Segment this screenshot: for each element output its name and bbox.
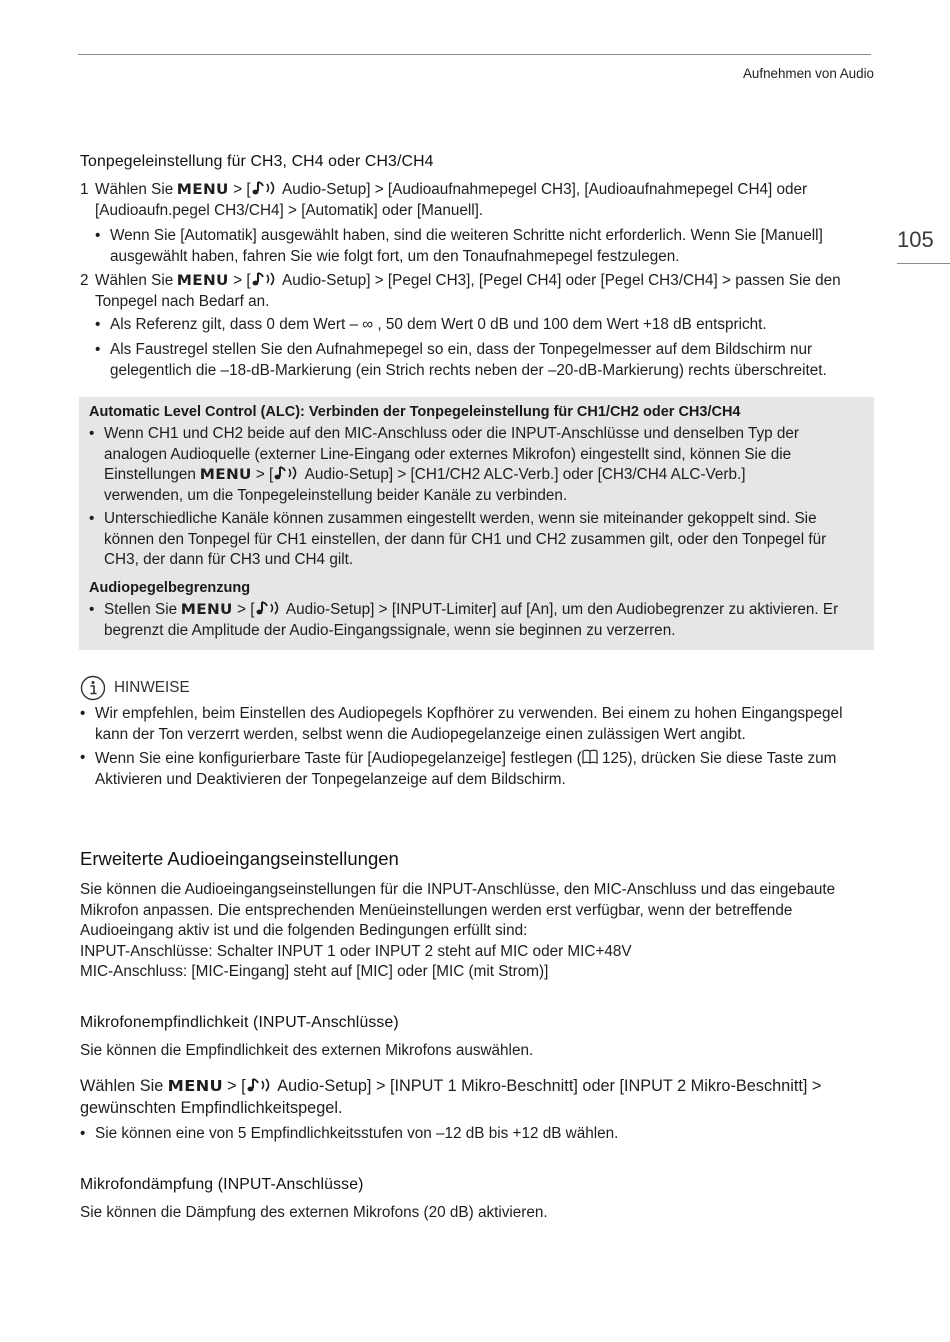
- list-item: • Wir empfehlen, beim Einstellen des Audiopegels Kopfhörer zu verwenden. Bei einem zu hohen Eingangspegel kann der Ton verzerrt werden, selbst wenn die Audiopegelanzeige einen zulässigen Wert angibt.: [80, 705, 843, 743]
- menu-button-glyph: MENU: [177, 182, 230, 198]
- book-reference-icon: [582, 748, 598, 766]
- list-item: • Wenn Sie [Automatik] ausgewählt haben, sind die weiteren Schritte nicht erforderlich. Wenn Sie [Manuell] ausgewählt haben, fahren Sie wie folgt fort, um den Tonaufnahmepegel festzulegen.: [95, 227, 823, 265]
- audio-note-icon: [246, 1077, 274, 1093]
- menu-button-glyph: MENU: [181, 602, 234, 618]
- section-title-ch3-ch4: Tonpegeleinstellung für CH3, CH4 oder CH3/CH4: [80, 153, 434, 170]
- menu-button-glyph: MENU: [177, 273, 230, 289]
- step-number: 2: [80, 272, 89, 289]
- header-rule: [78, 54, 871, 55]
- list-item: • Unterschiedliche Kanäle können zusammen eingestellt werden, wenn sie miteinander gekoppelt sind. Sie können den Tonpegel für CH1 einstellen, der dann für CH1 und CH2 zusammen gilt, oder den Tonpegel für CH3, der dann für CH3 und CH4 gilt.: [89, 510, 827, 568]
- info-icon: [80, 675, 106, 701]
- paragraph: Sie können die Dämpfung des externen Mikrofons (20 dB) aktivieren.: [80, 1204, 548, 1221]
- paragraph: Sie können die Audioeingangseinstellungen für die INPUT-Anschlüsse, den MIC-Anschluss und das eingebaute Mikrofon anpassen. Die entsprechenden Menüeinstellungen werden erst verfügbar, wenn der betreffende Audioeingang aktiv ist und die folgenden Bedingungen erfüllt sind: INPUT-Anschlüsse: Schalter INPUT 1 oder INPUT 2 steht auf MIC oder MIC+48V MIC-Anschluss: [MIC-Eingang] steht auf [MIC] oder [MIC (mit Strom)]: [80, 881, 836, 980]
- menu-button-glyph: MENU: [167, 1077, 223, 1095]
- step-text: [Audioaufn.pegel CH3/CH4] > [Automatik] oder [Manuell].: [95, 201, 484, 219]
- section-title-mic-attenuation: Mikrofondämpfung (INPUT-Anschlüsse): [80, 1176, 364, 1193]
- list-item: • Wenn CH1 und CH2 beide auf den MIC-Anschluss oder die INPUT-Anschlüsse und denselben Typ der analogen Audioquelle (externer Line-Eingang oder externes Mikrofon) eingestellt sind, können Sie die Einstellungen MENU > [ Audio-Setup] > [CH1/CH2 ALC-Verb.] oder [CH3/CH4 ALC-Verb.] verwenden, um die Tonpegeleinstellung beider Kanäle zu verbinden.: [89, 425, 799, 504]
- section-title-advanced-input: Erweiterte Audioeingangseinstellungen: [80, 848, 399, 869]
- audio-note-icon: [251, 271, 279, 287]
- box-heading-limiter: Audiopegelbegrenzung: [89, 580, 251, 596]
- notes-label: HINWEISE: [114, 679, 190, 696]
- audio-note-icon: [251, 180, 279, 196]
- menu-button-glyph: MENU: [199, 467, 252, 483]
- paragraph: Sie können die Empfindlichkeit des externen Mikrofons auswählen.: [80, 1042, 534, 1059]
- audio-note-icon: [273, 465, 301, 481]
- audio-note-icon: [255, 600, 283, 616]
- list-item: • Stellen Sie MENU > [ Audio-Setup] > [INPUT-Limiter] auf [An], um den Audiobegrenzer zu aktivieren. Er begrenzt die Amplitude der Audio-Eingangssignale, wenn sie beginnen zu verzerren.: [89, 601, 839, 639]
- step-text: Wählen Sie: [95, 272, 174, 289]
- list-item: • Als Referenz gilt, dass 0 dem Wert – ∞ , 50 dem Wert 0 dB und 100 dem Wert +18 dB entspricht.: [95, 316, 767, 333]
- step-1: [80, 180, 880, 221]
- step-text: Wählen Sie: [95, 181, 174, 198]
- list-item: • Wenn Sie eine konfigurierbare Taste für [Audiopegelanzeige] festlegen ( 125), drücken Sie diese Taste zum Aktivieren und Deaktivieren der Tonpegelanzeige auf dem Bildschirm.: [80, 749, 837, 788]
- step-text: Tonpegel nach Bedarf an.: [95, 292, 270, 310]
- page-number: 105: [897, 227, 934, 252]
- section-title-mic-sensitivity: Mikrofonempfindlichkeit (INPUT-Anschlüsse): [80, 1014, 399, 1031]
- page-number-rule: [897, 263, 950, 264]
- step-2: [80, 271, 880, 312]
- box-heading-alc: Automatic Level Control (ALC): Verbinden der Tonpegeleinstellung für CH1/CH2 oder CH3/CH4: [89, 404, 741, 420]
- list-item: • Sie können eine von 5 Empfindlichkeitsstufen von –12 dB bis +12 dB wählen.: [80, 1125, 619, 1142]
- instruction: Wählen Sie MENU > [ Audio-Setup] > [INPUT 1 Mikro-Beschnitt] oder [INPUT 2 Mikro-Beschnitt] > gewünschten Empfindlichkeitspegel.: [80, 1077, 822, 1117]
- running-head: Aufnehmen von Audio: [742, 66, 874, 81]
- list-item: • Als Faustregel stellen Sie den Aufnahmepegel so ein, dass der Tonpegelmesser auf dem Bildschirm nur gelegentlich die –18-dB-Markierung (ein Strich rechts neben der –20-dB-Markierung) rechts überschreitet.: [95, 341, 827, 379]
- step-number: 1: [80, 181, 89, 198]
- step-text: > [ Audio-Setup] > [Audioaufnahmepegel CH3], [Audioaufnahmepegel CH4] oder: [233, 181, 808, 198]
- step-text: > [ Audio-Setup] > [Pegel CH3], [Pegel CH4] oder [Pegel CH3/CH4] > passen Sie den: [233, 272, 841, 289]
